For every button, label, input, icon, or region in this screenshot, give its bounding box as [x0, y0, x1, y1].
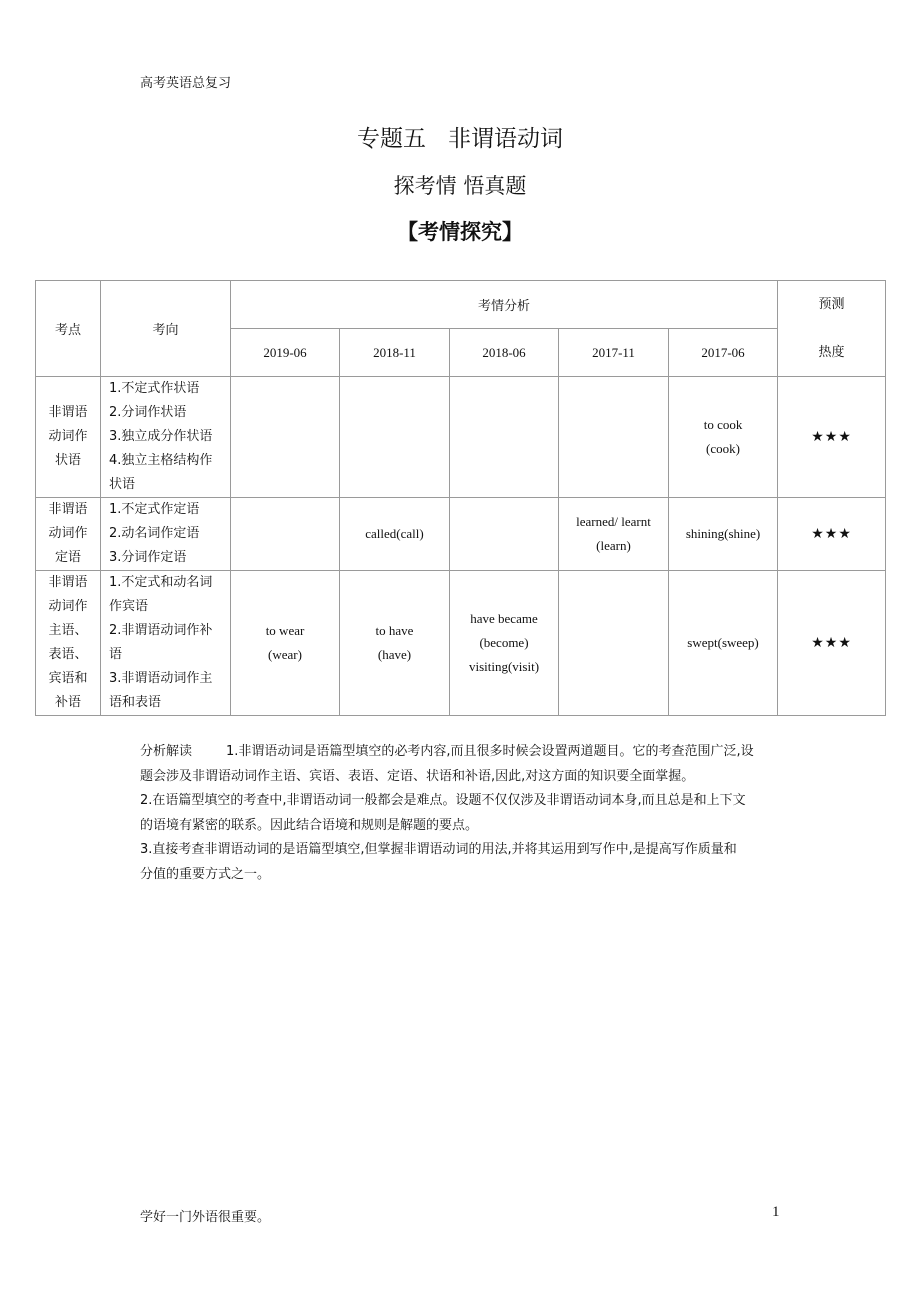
answer-line: have became — [470, 611, 538, 626]
direction-line: 4.独立主格结构作 — [109, 453, 213, 468]
point-cell — [36, 377, 101, 498]
point-line: 补语 — [54, 695, 81, 710]
point-line: 主语、 — [48, 623, 88, 638]
answer-line: (become) — [479, 635, 529, 650]
point-line: 非谓语 — [48, 575, 88, 590]
point-line: 动词作 — [48, 599, 88, 614]
answer-line: called(call) — [365, 526, 424, 541]
direction-line: 2.非谓语动词作补 — [109, 623, 213, 638]
point-cell — [36, 571, 101, 716]
direction-line: 2.动名词作定语 — [109, 526, 200, 541]
topic-number: 专题五 — [357, 126, 426, 152]
answer-cell — [450, 571, 559, 716]
answer-cell — [559, 571, 669, 716]
point-line: 表语、 — [48, 647, 88, 662]
header-point: 考点 — [36, 281, 101, 377]
direction-line: 1.不定式作状语 — [109, 381, 200, 396]
year-header: 2017-11 — [559, 329, 669, 377]
analysis-label: 分析解读 — [140, 744, 193, 759]
point-line: 动词作 — [48, 526, 88, 541]
answer-line: (cook) — [706, 441, 740, 456]
topic-name: 非谓语动词 — [448, 126, 563, 152]
direction-line: 3.分词作定语 — [109, 550, 187, 565]
direction-line: 状语 — [109, 477, 136, 492]
table-row — [36, 571, 886, 716]
header-analysis: 考情分析 — [231, 281, 778, 329]
answer-line: to cook — [703, 417, 743, 432]
analysis-section — [140, 740, 785, 887]
heat-stars: ★★★ — [778, 498, 886, 571]
header-heat-line-2: 热度 — [818, 344, 845, 360]
answer-cell — [669, 377, 778, 498]
answer-cell — [450, 498, 559, 571]
answer-cell — [231, 498, 340, 571]
year-header: 2018-06 — [450, 329, 559, 377]
answer-cell — [340, 571, 450, 716]
direction-cell — [101, 571, 231, 716]
header-heat-line-1: 预测 — [818, 296, 845, 312]
answer-cell — [450, 377, 559, 498]
answer-cell — [340, 377, 450, 498]
direction-line: 1.不定式作定语 — [109, 502, 200, 517]
heat-stars: ★★★ — [778, 571, 886, 716]
point-line: 状语 — [54, 453, 81, 468]
point-line: 定语 — [54, 550, 81, 565]
exam-analysis-table — [35, 280, 886, 716]
direction-line: 语 — [109, 647, 123, 662]
answer-cell — [559, 377, 669, 498]
table-row — [36, 377, 886, 498]
answer-line: learned/ learnt — [576, 514, 651, 529]
year-header: 2018-11 — [340, 329, 450, 377]
analysis-text: 3.直接考查非谓语动词的是语篇型填空,但掌握非谓语动词的用法,并将其运用到写作中,是提高写作质量和 — [140, 842, 737, 857]
answer-line: (learn) — [596, 538, 631, 553]
page-footer: 学好一门外语很重要。 — [140, 1210, 271, 1225]
answer-line: shining(shine) — [685, 526, 761, 541]
point-line: 非谓语 — [48, 405, 88, 420]
answer-line: (wear) — [268, 647, 302, 662]
answer-cell — [669, 498, 778, 571]
header-heat — [778, 281, 886, 377]
answer-cell — [669, 571, 778, 716]
answer-line: to wear — [265, 623, 305, 638]
analysis-text: 1.非谓语动词是语篇型填空的必考内容,而且很多时候会设置两道题目。它的考查范围广泛,设 — [226, 744, 754, 759]
point-line: 非谓语 — [48, 502, 88, 517]
answer-line: visiting(visit) — [468, 659, 540, 674]
answer-line: to have — [375, 623, 414, 638]
point-line: 动词作 — [48, 429, 88, 444]
direction-line: 作宾语 — [109, 599, 149, 614]
analysis-text: 2.在语篇型填空的考查中,非谓语动词一般都会是难点。设题不仅仅涉及非谓语动词本身,而且总是和上下文 — [140, 793, 746, 808]
analysis-text: 题会涉及非谓语动词作主语、宾语、表语、定语、状语和补语,因此,对这方面的知识要全面掌握。 — [140, 768, 695, 784]
answer-cell — [559, 498, 669, 571]
direction-cell — [101, 377, 231, 498]
point-line: 宾语和 — [48, 671, 88, 686]
answer-line: swept(sweep) — [687, 635, 759, 650]
direction-line: 语和表语 — [109, 695, 162, 710]
direction-line: 1.不定式和动名词 — [109, 575, 213, 590]
heat-stars: ★★★ — [778, 377, 886, 498]
page-header: 高考英语总复习 — [140, 76, 232, 91]
direction-line: 3.独立成分作状语 — [109, 429, 213, 444]
page-number: 1 — [772, 1204, 780, 1220]
topic-title — [0, 120, 920, 153]
analysis-text: 的语境有紧密的联系。因此结合语境和规则是解题的要点。 — [140, 817, 479, 833]
direction-cell — [101, 498, 231, 571]
table-row — [36, 498, 886, 571]
answer-line: (have) — [377, 647, 412, 662]
direction-line: 3.非谓语动词作主 — [109, 671, 213, 686]
year-header: 2017-06 — [669, 329, 778, 377]
answer-cell — [340, 498, 450, 571]
point-cell — [36, 498, 101, 571]
section-heading: 【考情探究】 — [397, 220, 523, 244]
subtitle: 探考情 悟真题 — [393, 174, 527, 198]
direction-line: 2.分词作状语 — [109, 405, 187, 420]
year-header: 2019-06 — [231, 329, 340, 377]
analysis-text: 分值的重要方式之一。 — [140, 866, 271, 882]
answer-cell — [231, 377, 340, 498]
header-direction: 考向 — [101, 281, 231, 377]
answer-cell — [231, 571, 340, 716]
